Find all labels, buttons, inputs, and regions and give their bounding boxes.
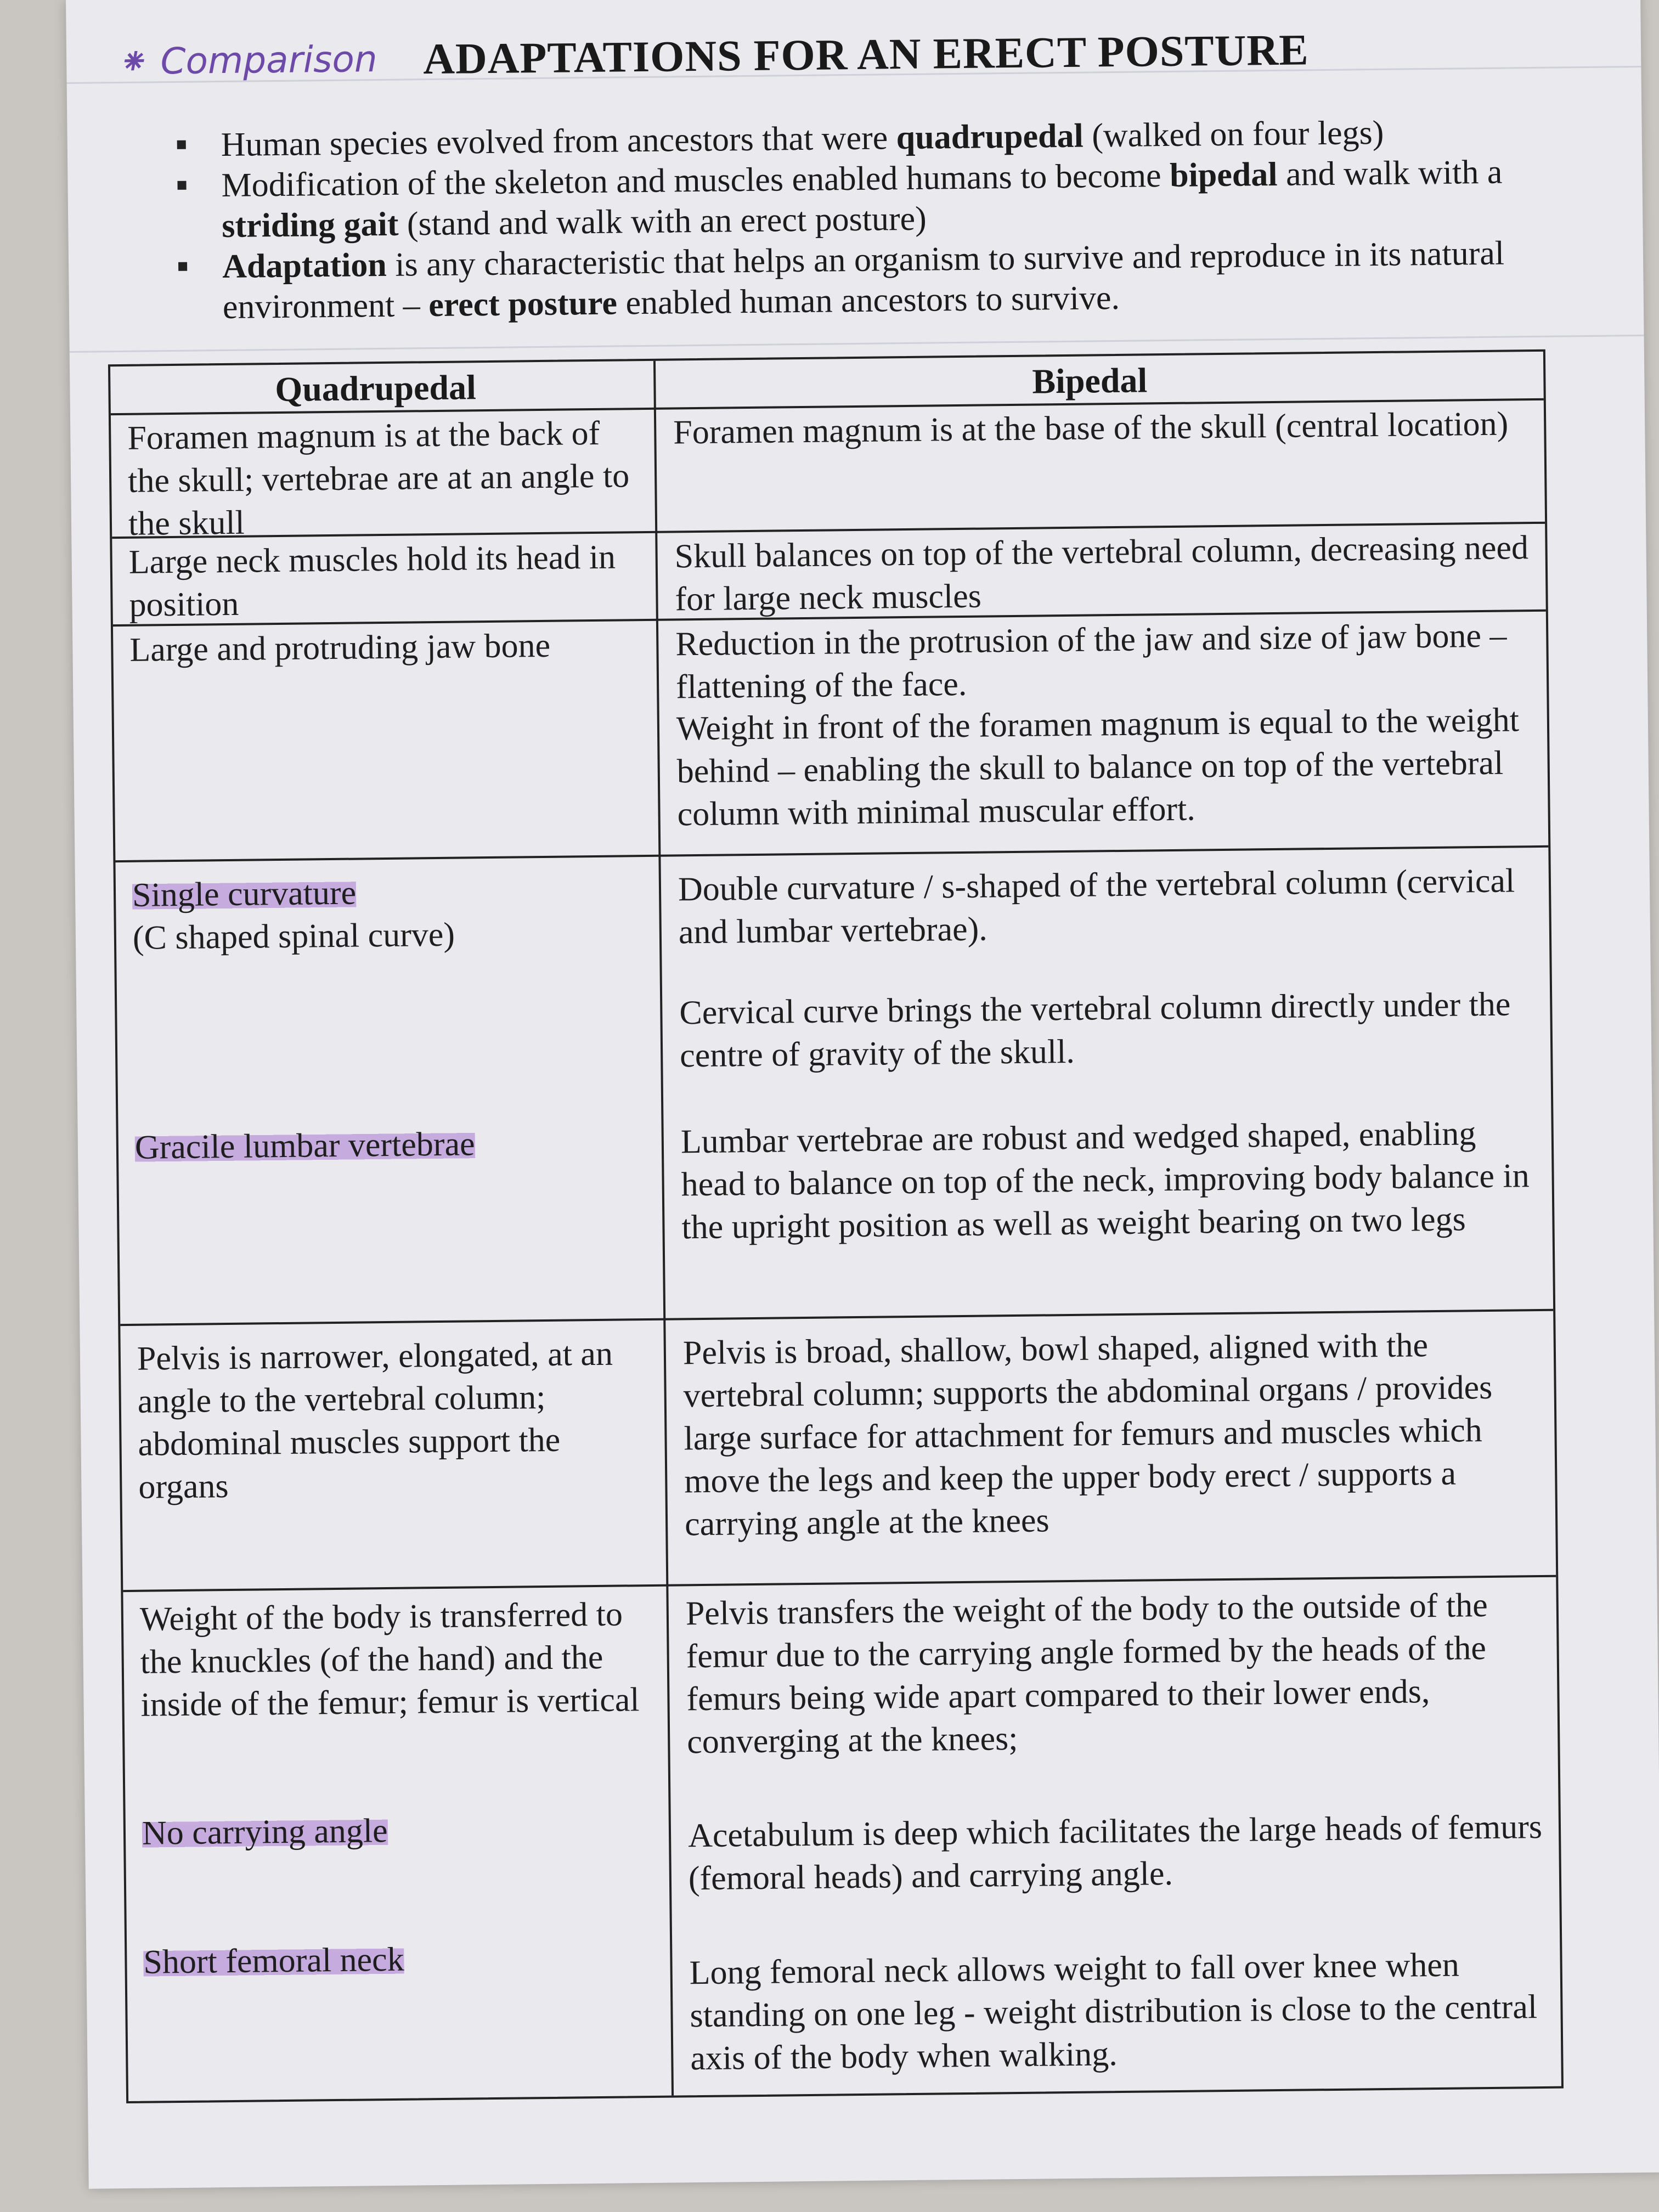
page-title: ADAPTATIONS FOR AN ERECT POSTURE (422, 26, 1310, 84)
bullet-text: Human species evolved from ancestors that were (221, 119, 897, 164)
table-cell-quadrupedal (142, 1807, 658, 1855)
table-cell-bipedal: Weight in front of the foramen magnum is equal to the weight behind – enabling the skull to balance on top of the vertebral column with minimal muscular effort. (676, 701, 1520, 833)
table-cell-bipedal: Foramen magnum is at the base of the skull (central location) (673, 405, 1509, 452)
bullet-item (177, 151, 1549, 247)
table-cell-bipedal: Long femoral neck allows weight to fall over knee when standing on one leg - weight distribution is close to the central axis of the body when walking. (689, 1946, 1538, 2078)
bullet-item (178, 233, 1550, 328)
table-cell-bipedal: Reduction in the protrusion of the jaw and size of jaw bone – flattening of the face. (675, 617, 1507, 706)
table-cell-quadrupedal: Foramen magnum is at the back of the skull; vertebrae are at an angle to the skull (127, 414, 630, 543)
bullet-text: and walk with a (1277, 153, 1503, 193)
comparison-handwritten-tag: ⁕ Comparison (118, 38, 378, 83)
intro-bullet-list (177, 111, 1550, 328)
table-cell-quadrupedal (143, 1936, 659, 1984)
table-cell-quadrupedal (132, 868, 648, 917)
table-cell-quadrupedal: Pelvis is narrower, elongated, at an angle to the vertebral column; abdominal muscles support the organs (137, 1335, 613, 1506)
row-divider (115, 845, 1548, 862)
row-divider (120, 1309, 1553, 1326)
worksheet-page (66, 0, 1659, 2189)
table-cell-bipedal: Lumbar vertebrae are robust and wedged shaped, enabling head to balance on top of the neck, improving body balance in the upright position as well as weight bearing on two legs (680, 1115, 1530, 1246)
table-cell-bipedal: Acetabulum is deep which facilitates the large heads of femurs (femoral heads) and carrying angle. (687, 1808, 1543, 1898)
highlighted-term: Single curvature (132, 874, 357, 914)
table-cell-bipedal: Double curvature / s-shaped of the vertebral column (cervical and lumbar vertebrae). (678, 862, 1515, 951)
bullet-bold-term: bipedal (1169, 155, 1278, 194)
column-header-bipedal: Bipedal (1032, 360, 1148, 401)
highlighted-term: No carrying angle (142, 1812, 388, 1852)
table-cell-quadrupedal (135, 1121, 651, 1169)
bullet-text: (walked on four legs) (1083, 114, 1384, 155)
bullet-bold-term: erect posture (428, 284, 618, 324)
table-cell-quadrupedal: Weight of the body is transferred to the knuckles (of the hand) and the inside of the femur; femur is vertical (139, 1595, 640, 1724)
table-cell-bipedal: Cervical curve brings the vertebral column directly under the centre of gravity of the skull. (679, 985, 1511, 1075)
highlighted-term: Short femoral neck (143, 1940, 404, 1981)
bullet-text: is any characteristic that helps an organism to survive and reproduce in its natural environment – (222, 234, 1505, 326)
table-cell-quadrupedal: Large neck muscles hold its head in position (128, 538, 616, 624)
table-cell-bipedal: Skull balances on top of the vertebral column, decreasing need for large neck muscles (674, 529, 1529, 618)
table-cell-bipedal: Pelvis transfers the weight of the body to the outside of the femur due to the carrying angle formed by the heads of the femurs being wide apart compared to their lower ends, converging at the knees; (685, 1587, 1488, 1761)
bullet-text: enabled human ancestors to survive. (617, 279, 1120, 322)
bullet-text: (stand and walk with an erect posture) (398, 200, 927, 243)
bullet-bold-term: Adaptation (222, 246, 387, 286)
table-cell-bipedal: Pelvis is broad, shallow, bowl shaped, aligned with the vertebral column; supports the abdominal organs / provides large surface for attachment for femurs and muscles which move the legs and keep the upper body erect / supports a carrying angle at the knees (682, 1327, 1493, 1543)
table-cell-quadrupedal: (C shaped spinal curve) (132, 916, 455, 957)
comparison-table (108, 349, 1564, 2103)
bullet-text: Modification of the skeleton and muscles enabled humans to become (221, 156, 1170, 205)
table-cell-quadrupedal: Large and protruding jaw bone (129, 627, 551, 669)
highlighted-term: Gracile lumbar vertebrae (134, 1125, 475, 1166)
column-header-quadrupedal: Quadrupedal (275, 368, 477, 409)
bullet-bold-term: quadrupedal (896, 117, 1084, 157)
ruled-line (70, 335, 1644, 353)
bullet-bold-term: striding gait (221, 205, 399, 245)
